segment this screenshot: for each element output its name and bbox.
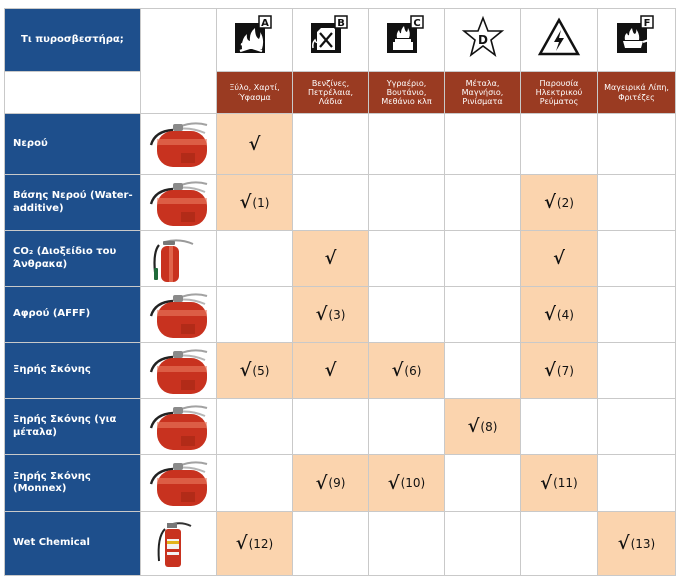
fire-class-icon-cell xyxy=(520,8,598,72)
co2-extinguisher-icon xyxy=(145,232,213,286)
extinguisher-type-label: Ξηρής Σκόνης (για μέταλα) xyxy=(4,398,141,455)
empty-cell xyxy=(216,398,293,455)
check-mark xyxy=(293,455,368,511)
empty-cell xyxy=(520,113,598,175)
check-symbol: √ xyxy=(544,304,556,325)
fire-class-description: Μέταλα, Μαγνήσιο, Ρινίσματα xyxy=(444,71,521,114)
extinguisher-type-label: Αφρού (AFFF) xyxy=(4,286,141,343)
footnote-ref: (13) xyxy=(630,536,656,551)
footnote-ref: (8) xyxy=(480,419,498,434)
header-blank xyxy=(140,8,217,114)
check-symbol: √ xyxy=(540,472,553,494)
svg-text:A: A xyxy=(260,18,269,29)
footnote-ref: (7) xyxy=(556,363,574,378)
empty-cell xyxy=(368,230,445,287)
empty-cell xyxy=(597,342,676,399)
extinguisher-type-label: Wet Chemical xyxy=(4,511,141,576)
empty-cell xyxy=(597,286,676,343)
extinguisher-type-label: CO₂ (Διοξείδιο του Άνθρακα) xyxy=(4,230,141,287)
check-mark xyxy=(521,343,597,398)
check-mark xyxy=(445,399,520,454)
extinguisher-image-cell xyxy=(140,342,217,399)
extinguisher-image-cell xyxy=(140,113,217,175)
suitable-cell xyxy=(216,113,293,175)
class-d-metal-star-icon xyxy=(460,15,506,65)
red-extinguisher-icon xyxy=(145,344,213,398)
suitable-cell xyxy=(444,398,521,455)
electrical-hazard-icon xyxy=(536,15,582,65)
check-symbol: √ xyxy=(235,533,248,554)
suitable-cell xyxy=(368,342,445,399)
empty-cell xyxy=(444,230,521,287)
check-mark xyxy=(217,343,292,398)
svg-text:B: B xyxy=(336,18,345,29)
check-mark xyxy=(293,343,368,398)
class-c-gas-burner-icon xyxy=(384,15,430,65)
empty-cell xyxy=(597,398,676,455)
check-symbol: √ xyxy=(387,472,400,494)
empty-cell xyxy=(368,398,445,455)
check-mark xyxy=(217,114,292,174)
red-extinguisher-icon xyxy=(145,117,213,171)
empty-cell xyxy=(368,174,445,231)
fire-class-description: Μαγειρικά Λίπη, Φριτέζες xyxy=(597,71,676,114)
svg-text:C: C xyxy=(412,18,421,29)
fire-class-description: Παρουσία Ηλεκτρικού Ρεύματος xyxy=(520,71,598,114)
empty-cell xyxy=(597,230,676,287)
empty-cell xyxy=(444,174,521,231)
empty-cell xyxy=(597,174,676,231)
fire-class-description: Βενζίνες, Πετρέλαια, Λάδια xyxy=(292,71,369,114)
check-mark xyxy=(521,175,597,230)
check-symbol: √ xyxy=(315,304,328,325)
fire-class-icon-cell xyxy=(292,8,369,72)
extinguisher-image-cell xyxy=(140,286,217,343)
check-mark xyxy=(293,231,368,286)
empty-cell xyxy=(444,286,521,343)
check-symbol: √ xyxy=(544,360,556,381)
extinguisher-image-cell xyxy=(140,230,217,287)
footnote-ref: (1) xyxy=(252,195,270,210)
footnote-ref: (12) xyxy=(248,536,274,551)
empty-cell xyxy=(216,454,293,512)
empty-cell xyxy=(216,286,293,343)
footnote-ref: (10) xyxy=(400,476,426,490)
empty-cell xyxy=(520,511,598,576)
empty-cell xyxy=(292,398,369,455)
header-corner-blank xyxy=(4,71,141,114)
class-b-fuel-can-icon xyxy=(308,15,354,65)
extinguisher-image-cell xyxy=(140,454,217,512)
suitable-cell xyxy=(292,286,369,343)
check-symbol: √ xyxy=(248,133,261,155)
check-symbol: √ xyxy=(324,248,337,269)
header-title: Τι πυροσβεστήρα; xyxy=(4,8,141,72)
fire-class-icon-cell xyxy=(216,8,293,72)
fire-class-icon-cell xyxy=(597,8,676,72)
suitable-cell xyxy=(216,342,293,399)
check-mark xyxy=(521,455,597,511)
extinguisher-type-label: Ξηρής Σκόνης (Monnex) xyxy=(4,454,141,512)
fire-class-description: Υγραέριο, Βουτάνιο, Μεθάνιο κλπ xyxy=(368,71,445,114)
extinguisher-type-label: Νερού xyxy=(4,113,141,175)
empty-cell xyxy=(444,454,521,512)
suitable-cell xyxy=(292,342,369,399)
footnote-ref: (5) xyxy=(252,363,270,378)
suitable-cell xyxy=(520,342,598,399)
empty-cell xyxy=(444,113,521,175)
extinguisher-image-cell xyxy=(140,511,217,576)
check-mark xyxy=(217,512,292,575)
check-mark xyxy=(521,231,597,286)
footnote-ref: (9) xyxy=(328,476,346,490)
empty-cell xyxy=(292,113,369,175)
check-mark xyxy=(598,512,675,575)
wet-chemical-extinguisher-icon xyxy=(145,517,213,571)
footnote-ref: (3) xyxy=(328,307,346,322)
empty-cell xyxy=(444,511,521,576)
suitable-cell xyxy=(368,454,445,512)
extinguisher-image-cell xyxy=(140,398,217,455)
suitable-cell xyxy=(216,511,293,576)
extinguisher-type-label: Ξηρής Σκόνης xyxy=(4,342,141,399)
empty-cell xyxy=(292,511,369,576)
check-mark xyxy=(293,287,368,342)
suitable-cell xyxy=(520,286,598,343)
suitable-cell xyxy=(292,454,369,512)
check-symbol: √ xyxy=(544,192,556,213)
check-symbol: √ xyxy=(315,472,328,494)
footnote-ref: (11) xyxy=(553,476,578,490)
check-symbol: √ xyxy=(391,360,404,381)
suitable-cell xyxy=(520,230,598,287)
check-symbol: √ xyxy=(324,360,337,381)
empty-cell xyxy=(368,511,445,576)
fire-class-icon-cell xyxy=(368,8,445,72)
empty-cell xyxy=(597,113,676,175)
check-mark xyxy=(521,287,597,342)
check-symbol: √ xyxy=(617,533,630,554)
check-mark xyxy=(217,175,292,230)
red-extinguisher-icon xyxy=(145,400,213,454)
class-f-cooking-pan-icon xyxy=(614,15,660,65)
footnote-ref: (4) xyxy=(556,307,574,322)
check-symbol: √ xyxy=(239,360,252,381)
empty-cell xyxy=(444,342,521,399)
suitable-cell xyxy=(216,174,293,231)
suitable-cell xyxy=(520,454,598,512)
fire-class-icon-cell xyxy=(444,8,521,72)
svg-text:F: F xyxy=(643,18,650,29)
suitable-cell xyxy=(292,230,369,287)
empty-cell xyxy=(368,113,445,175)
check-symbol: √ xyxy=(553,248,565,269)
empty-cell xyxy=(520,398,598,455)
red-extinguisher-icon xyxy=(145,288,213,342)
red-extinguisher-icon xyxy=(145,176,213,230)
fire-class-description: Ξύλο, Χαρτί, Ύφασμα xyxy=(216,71,293,114)
footnote-ref: (6) xyxy=(404,363,422,378)
empty-cell xyxy=(292,174,369,231)
check-symbol: √ xyxy=(239,192,252,213)
empty-cell xyxy=(597,454,676,512)
svg-text:D: D xyxy=(477,33,488,47)
extinguisher-image-cell xyxy=(140,174,217,231)
empty-cell xyxy=(368,286,445,343)
suitable-cell xyxy=(520,174,598,231)
red-extinguisher-icon xyxy=(145,456,213,510)
class-a-fire-icon xyxy=(232,15,278,65)
footnote-ref: (2) xyxy=(556,195,574,210)
check-mark xyxy=(369,455,444,511)
empty-cell xyxy=(216,230,293,287)
suitable-cell xyxy=(597,511,676,576)
extinguisher-type-label: Βάσης Νερού (Water-additive) xyxy=(4,174,141,231)
check-symbol: √ xyxy=(467,416,480,437)
check-mark xyxy=(369,343,444,398)
